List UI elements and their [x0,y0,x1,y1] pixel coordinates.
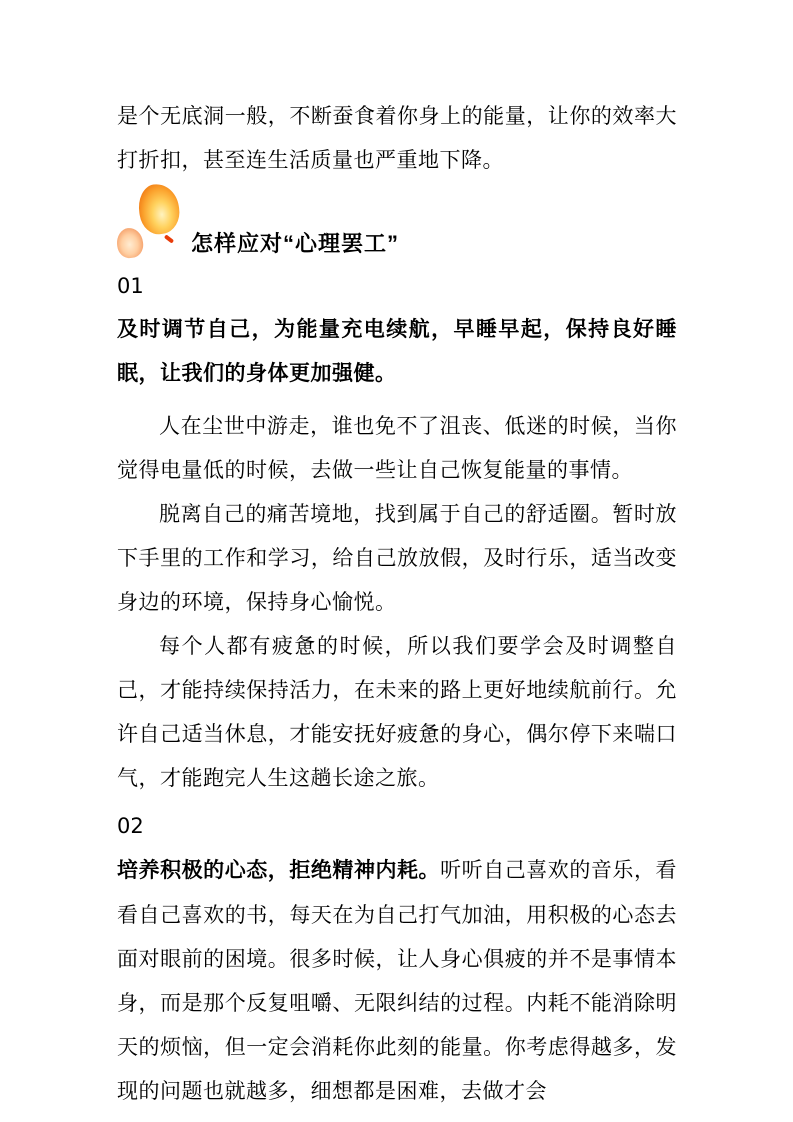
section-02-lead-bold: 培养积极的心态，拒绝精神内耗。 [117,859,441,882]
lantern-flame-icon [164,234,174,243]
paragraph: 脱离自己的痛苦境地，找到属于自己的舒适圈。暂时放下手里的工作和学习，给自己放放假，及时行乐，适当改变身边的环境，保持身心愉悦。 [117,502,677,614]
section-02-lead-rest: 听听自己喜欢的音乐，看看自己喜欢的书，每天在为自己打气加油，用积极的心态去面对眼前的困境。很多时候，让人身心俱疲的并不是事情本身，而是那个反复咀嚼、无限纠结的过程。内耗不能消除明天的烦恼，但一定会消耗你此刻的能量。你考虑得越多，发现的问题也就越多，细想都是困难，去做才会 [117,858,678,1103]
paragraph: 每个人都有疲惫的时候，所以我们要学会及时调整自己，才能持续保持活力，在未来的路上更好地续航前行。允许自己适当休息，才能安抚好疲惫的身心，偶尔停下来喘口气，才能跑完人生这趟长途之旅。 [117,634,677,790]
paragraph: 人在尘世中游走，谁也免不了沮丧、低迷的时候，当你觉得电量低的时候，去做一些让自己恢复能量的事情。 [117,414,677,482]
small-sky-lantern-icon [116,227,145,260]
section-01-lead-paragraph: 及时调节自己，为能量充电续航，早睡早起，保持良好睡眠，让我们的身体更加强健。 [117,318,677,385]
intro-continuation-paragraph: 是个无底洞一般，不断蚕食着你身上的能量，让你的效率大打折扣，甚至连生活质量也严重地下降。 [117,104,677,172]
sky-lanterns-image [117,184,181,260]
section-header [117,184,677,260]
section-number-01: 01 [117,274,144,298]
large-sky-lantern-icon [135,181,182,237]
section-02-paragraph [117,848,677,1113]
section-number-02: 02 [117,814,144,838]
section-title: 怎样应对“心理罢工” [191,231,400,256]
